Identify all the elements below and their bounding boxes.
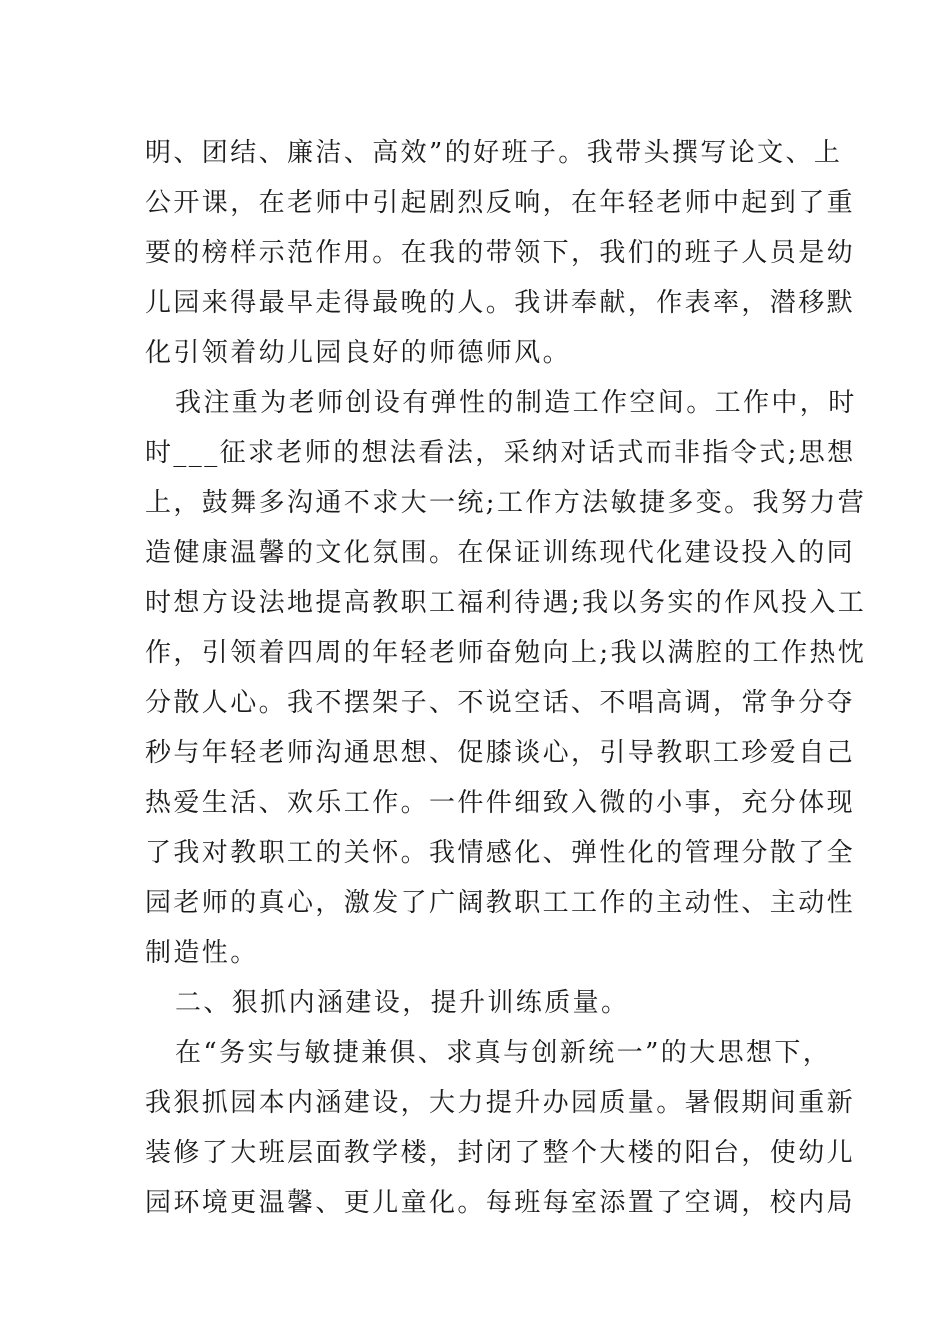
text-line-6: 我注重为老师创设有弹性的制造工作空间。工作中，时 <box>175 388 857 418</box>
text-line-12: 分散人心。我不摆架子、不说空话、不唱高调，常争分夺 <box>145 688 856 718</box>
text-line-3: 要的榜样示范作用。在我的带领下，我们的班子人员是幼 <box>145 238 856 268</box>
text-line-8: 上，鼓舞多沟通不求大一统;工作方法敏捷多变。我努力营 <box>145 488 867 518</box>
text-line-11: 作，引领着四周的年轻老师奋勉向上;我以满腔的工作热忱 <box>145 638 867 668</box>
text-line-1: 明、团结、廉洁、高效”的好班子。我带头撰写论文、上 <box>145 138 843 168</box>
text-line-22: 园环境更温馨、更儿童化。每班每室添置了空调，校内局 <box>145 1188 856 1218</box>
text-line-10: 时想方设法地提高教职工福利待遇;我以务实的作风投入工 <box>145 588 867 618</box>
section-heading: 二、狠抓内涵建设，提升训练质量。 <box>175 988 630 1018</box>
text-line-21: 装修了大班层面教学楼，封闭了整个大楼的阳台，使幼儿 <box>145 1138 856 1168</box>
text-line-7: 时___征求老师的想法看法，采纳对话式而非指令式;思想 <box>145 438 856 468</box>
text-line-14: 热爱生活、欢乐工作。一件件细致入微的小事，充分体现 <box>145 788 856 818</box>
text-line-4: 儿园来得最早走得最晚的人。我讲奉献，作表率，潜移默 <box>145 288 856 318</box>
text-line-15: 了我对教职工的关怀。我情感化、弹性化的管理分散了全 <box>145 838 856 868</box>
text-line-9: 造健康温馨的文化氛围。在保证训练现代化建设投入的同 <box>145 538 856 568</box>
text-line-19: 在“务实与敏捷兼俱、求真与创新统一”的大思想下， <box>175 1038 832 1068</box>
text-line-20: 我狠抓园本内涵建设，大力提升办园质量。暑假期间重新 <box>145 1088 856 1118</box>
body-text <box>145 128 867 1228</box>
text-line-16: 园老师的真心，激发了广阔教职工工作的主动性、主动性 <box>145 888 856 918</box>
text-line-17: 制造性。 <box>145 938 259 968</box>
text-line-2: 公开课，在老师中引起剧烈反响，在年轻老师中起到了重 <box>145 188 856 218</box>
text-line-13: 秒与年轻老师沟通思想、促膝谈心，引导教职工珍爱自己 <box>145 738 856 768</box>
text-line-5: 化引领着幼儿园良好的师德师风。 <box>145 338 572 368</box>
